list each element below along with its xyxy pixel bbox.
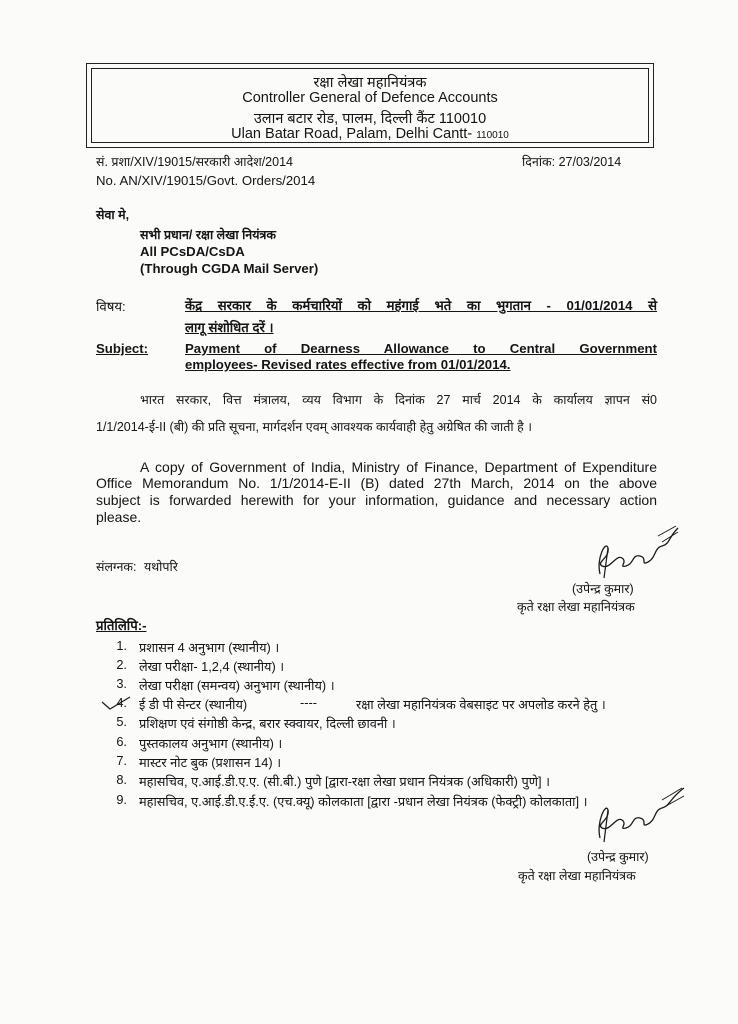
body-english-line-2: Office Memorandum No. 1/1/2014-E-II (B) dated 27th March, 2014 on the above — [96, 475, 657, 491]
letterhead-english-pin: 110010 — [476, 130, 509, 141]
list-item-text: लेखा परीक्षा- 1,2,4 (स्थानीय) । — [139, 659, 285, 674]
list-item-text: ई डी पी सेन्टर (स्थानीय) — [139, 697, 248, 712]
list-item-number: 3. — [116, 676, 127, 691]
list-item-text: प्रशासन 4 अनुभाग (स्थानीय) । — [139, 640, 280, 655]
letterhead-english-address-line — [87, 126, 653, 142]
list-item-number: 8. — [116, 772, 127, 787]
reference-hindi-number: सं. प्रशा/XIV/19015/सरकारी आदेश/2014 — [96, 155, 293, 169]
signature-1-scribble — [588, 518, 684, 582]
list-item-text: मास्टर नोट बुक (प्रशासन 14) । — [139, 755, 282, 770]
list-item-number: 5. — [116, 714, 127, 729]
body-english-line-4: please. — [96, 509, 142, 525]
reference-english-number: No. AN/XIV/19015/Govt. Orders/2014 — [96, 173, 316, 188]
addressee-salutation: सेवा मे, — [96, 208, 130, 222]
subject-english-line-2: employees- Revised rates effective from 01/01/2014. — [185, 357, 511, 372]
addressee-english-line: All PCsDA/CsDA — [140, 244, 245, 259]
signature-2-designation: कृते रक्षा लेखा महानियंत्रक — [518, 869, 636, 883]
signature-2-name: (उपेन्द्र कुमार) — [587, 850, 649, 864]
list-item-text: पुस्तकालय अनुभाग (स्थानीय) । — [139, 736, 283, 751]
list-item-text: महासचिव, ए.आई.डी.ए.ई.ए. (एच.क्यू) कोलकाता [द्वारा -प्रधान लेखा नियंत्रक (फेक्ट्री) कोलकाता] । — [139, 794, 588, 809]
list-item-dash: ---- — [300, 695, 318, 710]
reference-date: दिनांक: 27/03/2014 — [522, 155, 622, 169]
copy-to-heading: प्रतिलिपि:- — [96, 618, 147, 633]
list-item-number: 7. — [116, 753, 127, 768]
body-english-line-1: A copy of Government of India, Ministry of Finance, Department of Expenditure — [140, 459, 657, 475]
subject-english-label: Subject: — [96, 341, 149, 356]
addressee-mail-server: (Through CGDA Mail Server) — [140, 261, 319, 276]
list-item-number: 9. — [116, 792, 127, 807]
body-hindi-line-2: 1/1/2014-ई-II (बी) की प्रति सूचना, मार्गदर्शन एवम् आवश्यक कार्यवाही हेतु अग्रेषित की जाती है । — [96, 420, 532, 434]
signature-2-scribble — [590, 780, 690, 846]
list-item-number: 2. — [116, 657, 127, 672]
enclosure-value: यथोपरि — [143, 560, 178, 574]
letterhead-hindi-pin: 110010 — [438, 111, 487, 127]
addressee-hindi-line: सभी प्रधान/ रक्षा लेखा नियंत्रक — [140, 228, 276, 242]
list-item-number: 6. — [116, 734, 127, 749]
letterhead-hindi-address-line — [87, 108, 653, 128]
list-item-text: लेखा परीक्षा (समन्वय) अनुभाग (स्थानीय) । — [139, 678, 335, 693]
letterhead-hindi-title: रक्षा लेखा महानियंत्रक — [313, 75, 427, 91]
signature-1-name: (उपेन्द्र कुमार) — [572, 582, 634, 596]
subject-english-line-1: Payment of Dearness Allowance to Central Government — [185, 341, 657, 356]
list-item-text: प्रशिक्षण एवं संगोष्ठी केन्द्र, बरार स्क्वायर, दिल्ली छावनी । — [139, 716, 396, 731]
subject-hindi-line-2: लागू संशोधित दरें । — [185, 320, 274, 335]
body-hindi-line-1: भारत सरकार, वित्त मंत्रालय, व्यय विभाग के दिनांक 27 मार्च 2014 के कार्यालय ज्ञापन सं0 — [140, 393, 657, 407]
signature-1-designation: कृते रक्षा लेखा महानियंत्रक — [517, 600, 635, 614]
subject-hindi-label: विषय: — [96, 299, 126, 314]
enclosure-label: संलग्नक: — [96, 560, 137, 574]
list-item-purpose: रक्षा लेखा महानियंत्रक वेबसाइट पर अपलोड करने हेतु । — [356, 697, 606, 712]
list-item-number: 4. — [116, 695, 127, 710]
list-item-number: 1. — [116, 638, 127, 653]
letterhead-english-address: Ulan Batar Road, Palam, Delhi Cantt- — [231, 126, 473, 142]
list-item-text: महासचिव, ए.आई.डी.ए.ए. (सी.बी.) पुणे [द्वारा-रक्षा लेखा प्रधान नियंत्रक (अधिकारी) पुणे] । — [139, 774, 550, 789]
enclosure-line — [96, 558, 178, 575]
body-english-line-3: subject is forwarded herewith for your information, guidance and necessary action — [96, 492, 657, 508]
subject-hindi-line-1: केंद्र सरकार के कर्मचारियों को महंगाई भते का भुगतान - 01/01/2014 से — [185, 298, 657, 313]
letterhead-hindi-address: उलान बटार रोड, पालम, दिल्ली कैंट — [253, 111, 435, 127]
letterhead-box — [86, 63, 654, 148]
letterhead-english-title: Controller General of Defence Accounts — [242, 90, 498, 106]
